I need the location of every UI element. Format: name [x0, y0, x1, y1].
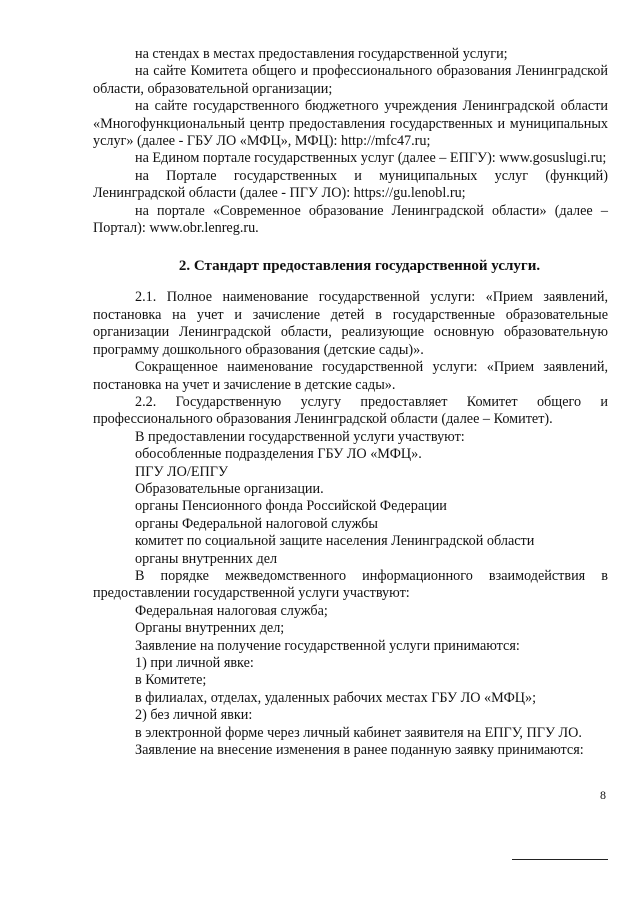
list-item: органы внутренних дел	[135, 550, 278, 567]
list-item: Образовательные организации.	[135, 480, 324, 497]
list-item: на Портале государственных и муниципальных услуг (функций) Ленинградской области (далее - ПГУ ЛО): https://gu.lenobl.ru;	[93, 167, 608, 202]
list-item: органы Федеральной налоговой службы	[135, 515, 378, 532]
paragraph: Заявление на получение государственной услуги принимаются:	[135, 637, 520, 654]
list-item: в Комитете;	[135, 672, 207, 689]
list-item: комитет по социальной защите населения Ленинградской области	[135, 533, 535, 550]
paragraph: 2.1. Полное наименование государственной услуги: «Прием заявлений, постановка на учет и зачисление детей в государственные образовательные организации Ленинградской области, реализующие основную образовательную программу дошкольного образования (детские сады)».	[93, 289, 608, 358]
list-item: 1) при личной явке:	[135, 655, 254, 671]
list-item: в филиалах, отделах, удаленных рабочих местах ГБУ ЛО «МФЦ»;	[135, 689, 537, 706]
list-item: 2) без личной явки:	[135, 707, 253, 724]
paragraph: В порядке межведомственного информационного взаимодействия в предоставлении государственной услуги участвуют:	[93, 567, 608, 602]
list-item: на стендах в местах предоставления государственной услуги;	[135, 46, 508, 62]
paragraph: В предоставлении государственной услуги участвуют:	[135, 428, 465, 445]
paragraph: 2.2. Государственную услугу предоставляет Комитет общего и профессионального образования Ленинградской области (далее – Комитет).	[93, 393, 608, 428]
list-item: Органы внутренних дел;	[135, 620, 285, 637]
list-item: на сайте Комитета общего и профессионального образования Ленинградской области, образовательной организации;	[93, 63, 608, 97]
page-number: 8	[600, 788, 606, 802]
paragraph: Заявление на внесение изменения в ранее поданную заявку принимаются:	[135, 742, 584, 759]
footer-rule	[512, 859, 608, 860]
page-content	[93, 46, 608, 759]
list-item: в электронной форме через личный кабинет заявителя на ЕПГУ, ПГУ ЛО.	[135, 724, 582, 741]
list-item: на портале «Современное образование Ленинградской области» (далее – Портал): www.obr.lenreg.ru.	[93, 202, 608, 237]
list-item: ПГУ ЛО/ЕПГУ	[135, 463, 229, 480]
list-item: Федеральная налоговая служба;	[135, 602, 328, 619]
section-heading: 2. Стандарт предоставления государственной услуги.	[178, 258, 541, 275]
list-item: обособленные подразделения ГБУ ЛО «МФЦ».	[135, 446, 422, 463]
list-item: на Едином портале государственных услуг (далее – ЕПГУ): www.gosuslugi.ru;	[135, 150, 607, 167]
list-item: органы Пенсионного фонда Российской Федерации	[135, 498, 447, 515]
paragraph: Сокращенное наименование государственной услуги: «Прием заявлений, постановка на учет и зачисление в детские сады».	[93, 359, 608, 393]
list-item: на сайте государственного бюджетного учреждения Ленинградской области «Многофункциональный центр предоставления государственных и муниципальных услуг» (далее - ГБУ ЛО «МФЦ», МФЦ): http://mfc47.ru;	[93, 98, 608, 150]
